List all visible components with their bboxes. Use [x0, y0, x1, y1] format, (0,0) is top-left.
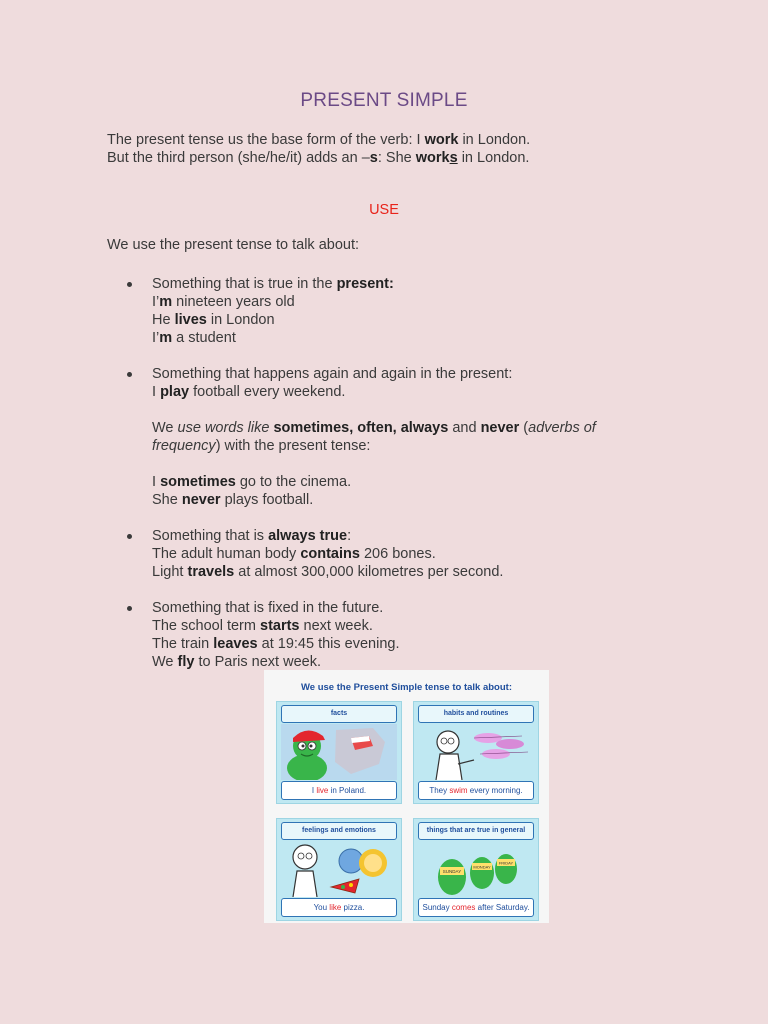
- cell-label: feelings and emotions: [281, 822, 397, 840]
- intro-line-2: But the third person (she/he/it) adds an –s: She works in London.: [107, 150, 530, 166]
- illustration-cell-facts: [276, 701, 402, 804]
- bullet-dot: [127, 534, 132, 539]
- illustration-title: We use the Present Simple tense to talk about:: [301, 682, 512, 693]
- cell-label: things that are true in general: [418, 822, 534, 840]
- illustration-cell-general-truths: [413, 818, 539, 921]
- cell-caption: Sunday comes after Saturday.: [418, 898, 534, 917]
- poland-map-character-icon: [281, 724, 397, 780]
- bullet-always-true: Something that is always true: The adult human body contains 206 bones. Light travels at almost 300,000 kilometres per second.: [127, 527, 647, 581]
- bullet-dot: [127, 372, 132, 377]
- cell-label: facts: [281, 705, 397, 723]
- page-title: PRESENT SIMPLE: [300, 90, 468, 111]
- illustration-cell-feelings: [276, 818, 402, 921]
- cell-caption: You like pizza.: [281, 898, 397, 917]
- pizza-characters-icon: [281, 841, 397, 897]
- badge-sunday: SUNDAY: [442, 869, 462, 874]
- bullet-present-truth: Something that is true in the present: I’m nineteen years old He lives in London I’m a student: [127, 275, 647, 347]
- weekday-characters-icon: [418, 841, 534, 897]
- cell-caption: I live in Poland.: [281, 781, 397, 800]
- use-bullet-list: [127, 275, 647, 671]
- badge-friday: FRIDAY: [498, 860, 514, 866]
- intro-line-1: The present tense us the base form of the verb: I work in London.: [107, 132, 531, 148]
- present-simple-illustration: [264, 670, 549, 923]
- adverbs-note: We use words like sometimes, often, always and never (adverbs of frequency) with the present tense:: [152, 420, 596, 454]
- bullet-fixed-future: Something that is fixed in the future. The school term starts next week. The train leaves at 19:45 this evening. We fly to Paris next week.: [127, 599, 647, 671]
- bullet-habits: Something that happens again and again in the present: I play football every weekend. We use words like sometimes, often, always and never (adverbs of frequency) with the present tense: I sometimes go to the cinema. She never plays football.: [127, 365, 647, 509]
- swimmers-icon: [418, 724, 534, 780]
- intro-paragraph: [107, 131, 530, 167]
- illustration-cell-habits: [413, 701, 539, 804]
- cell-caption: They swim every morning.: [418, 781, 534, 800]
- bullet-dot: [127, 282, 132, 287]
- bullet-dot: [127, 606, 132, 611]
- cell-label: habits and routines: [418, 705, 534, 723]
- lead-sentence: We use the present tense to talk about:: [107, 237, 360, 253]
- use-heading: USE: [369, 202, 399, 218]
- badge-monday: MONDAY: [473, 864, 491, 870]
